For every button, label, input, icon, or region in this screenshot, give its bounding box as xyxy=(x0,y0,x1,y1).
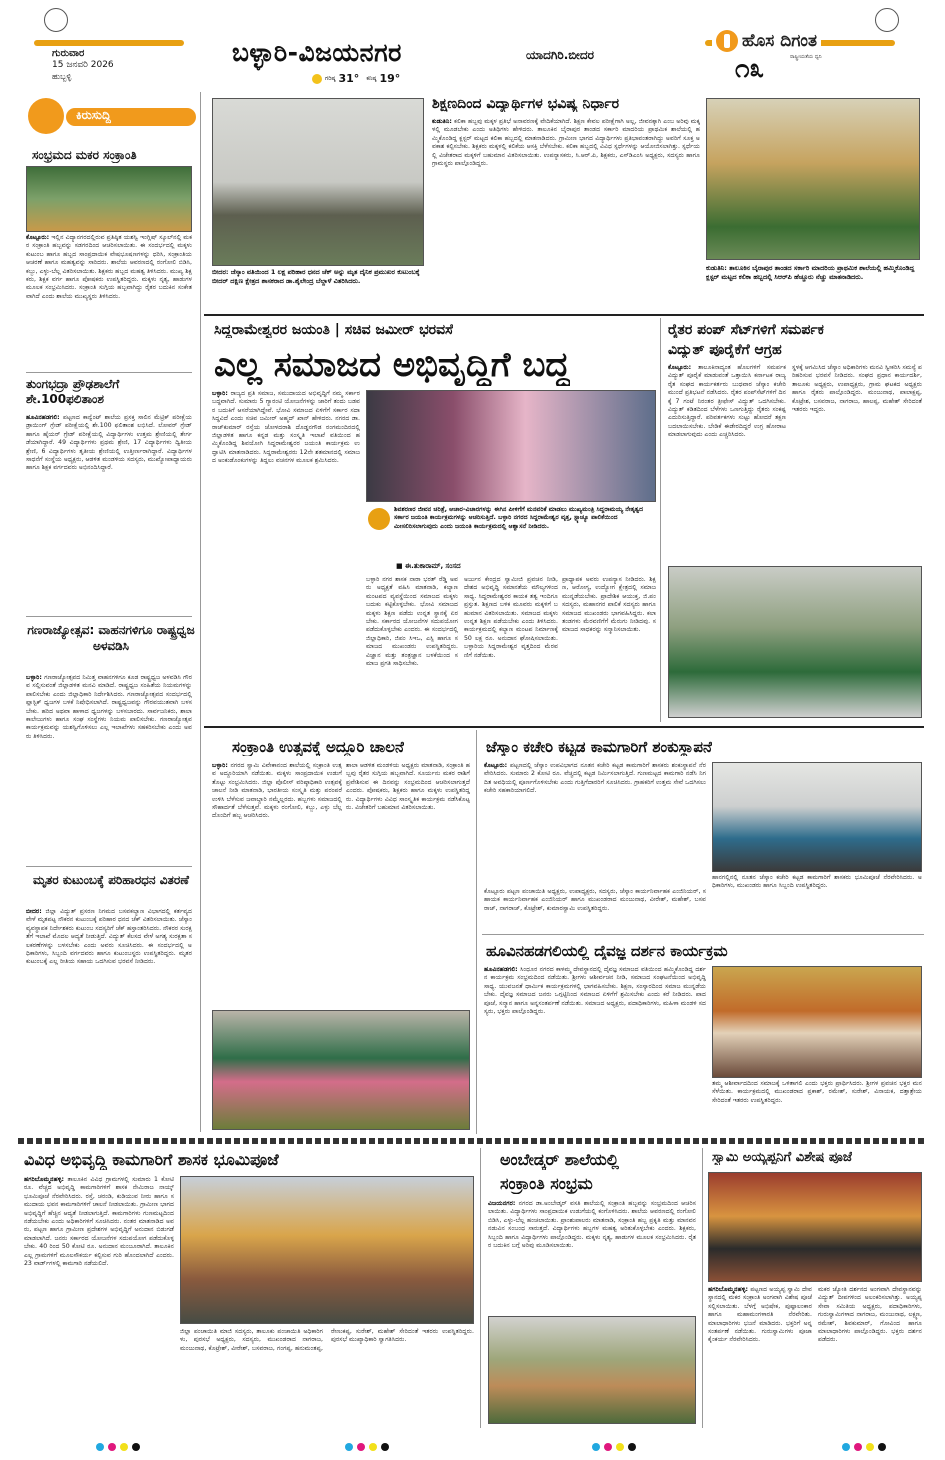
temp-min: 19° xyxy=(379,72,401,85)
lead-body-col1 xyxy=(212,390,360,720)
sankranti-headline: ಸಂಕ್ರಾಂತಿ ಉತ್ಸವಕ್ಕೆ ಅದ್ದೂರಿ ಚಾಲನೆ xyxy=(232,738,404,756)
ambedkar-text: ನಗರದ ಡಾ.ಅಂಬೇಡ್ಕರ್ ವಸತಿ ಶಾಲೆಯಲ್ಲಿ ಸಂಕ್ರಾಂತಿ ಹಬ್ಬವನ್ನು ಸಂಭ್ರಮದಿಂದ ಆಚರಿಸಲಾಯಿತು. ವಿದ್ಯಾರ್ಥಿಗಳು ಸಾಂಪ್ರದಾಯಿಕ ಉಡುಗೆಯಲ್ಲಿ ಕಂಗೊಳಿಸಿದರು. ಶಾಲೆಯ ಆವರಣದಲ್ಲಿ ರಂಗೋಲಿ ಬಿಡಿಸಿ, ಎಳ್ಳು-ಬೆಲ್ಲ ಹಂಚಲಾಯಿತು. ಪ್ರಾಂಶುಪಾಲರು ಮಾತನಾಡಿ, ಸಂಕ್ರಾಂತಿ ಹಬ್ಬ ಪ್ರಕೃತಿ ಮತ್ತು ಮಾನವನ ನಡುವಿನ ಸಂಬಂಧ ಸಾರುತ್ತದೆ. ವಿದ್ಯಾರ್ಥಿಗಳು ಹಬ್ಬಗಳ ಮಹತ್ವ ಅರಿತುಕೊಳ್ಳಬೇಕು ಎಂದರು. ಶಿಕ್ಷಕರು, ಸಿಬ್ಬಂದಿ ಹಾಗೂ ವಿದ್ಯಾರ್ಥಿಗಳು ಪಾಲ್ಗೊಂಡಿದ್ದರು. ಮಕ್ಕಳು ನೃತ್ಯ, ಹಾಡುಗಳ ಮೂಲಕ ಸಂಭ್ರಮಿಸಿದರು. ರೈತರ ಬದುಕಿನ ಬಗ್ಗೆ ಅರಿವು ಮೂಡಿಸಲಾಯಿತು. xyxy=(488,1200,696,1250)
temp-max: 31° xyxy=(338,72,360,85)
hand-logo-icon xyxy=(716,30,738,52)
kirusuddi-label: ಕಿರುಸುದ್ದಿ xyxy=(76,108,111,122)
story3-text: ಗಣರಾಜ್ಯೋತ್ಸವದ ನಿಮಿತ್ತ ವಾಹನಗಳಿಗೂ ಕೂಡ ರಾಷ್ಟ್ರಧ್ವಜ ಅಳವಡಿಸಿ ಗೌರವ ಸಲ್ಲಿಸುವಂತೆ ಜಿಲ್ಲಾಡಳಿತ ಮನವಿ ಮಾಡಿದೆ. ರಾಷ್ಟ್ರಧ್ವಜ ಸಂಹಿತೆಯ ನಿಯಮಗಳನ್ನು ಪಾಲಿಸಬೇಕು ಎಂದು ಜಿಲ್ಲಾಧಿಕಾರಿ ನಿರ್ದೇಶಿಸಿದರು. ಗಣರಾಜ್ಯೋತ್ಸವದ ಸಂದರ್ಭದಲ್ಲಿ ಪ್ಲಾಸ್ಟಿಕ್ ಧ್ವಜಗಳ ಬಳಕೆ ನಿಷೇಧಿಸಲಾಗಿದೆ. ರಾಷ್ಟ್ರಧ್ವಜವನ್ನು ಗೌರವಯುತವಾಗಿ ಬಳಸಬೇಕು. ಹರಿದ ಅಥವಾ ಹಾಳಾದ ಧ್ವಜಗಳನ್ನು ಬಳಸಬಾರದು. ಸಾರ್ವಜನಿಕರು, ಶಾಲಾ ಕಾಲೇಜುಗಳು ಹಾಗೂ ಸಂಘ ಸಂಸ್ಥೆಗಳು ನಿಯಮ ಪಾಲಿಸಬೇಕು. ಗಣರಾಜ್ಯೋತ್ಸವ ಕಾರ್ಯಕ್ರಮವನ್ನು ಯಶಸ್ವಿಗೊಳಿಸಲು ಎಲ್ಲ ಇಲಾಖೆಗಳು ಸಹಕರಿಸಬೇಕು ಎಂದು ಅವರು ತಿಳಿಸಿದರು. xyxy=(26,674,192,740)
edition-title: ಬಳ್ಳಾರಿ-ವಿಜಯನಗರ xyxy=(232,38,402,67)
jescom-body-3 xyxy=(484,888,706,932)
bhoomipuje-text3: ಜಿಲ್ಲಾ ಪಂಚಾಯಿತಿ ಮಾಜಿ ಸದಸ್ಯರು, ತಾಲೂಕು ಪಂಚಾಯಿತಿ ಅಧಿಕಾರಿಗಳು, ಪುರಸಭೆ ಅಧ್ಯಕ್ಷರು, ಸದಸ್ಯರು, ಮುಖಂಡರಾದ ನಾಗರಾಜ, ಮಂಜುನಾಥ, ಕೊಟ್ರೇಶ್, ವೀರೇಶ್, ಬಸವರಾಜ, ಗಂಗಪ್ಪ, ಹನುಮಂತಪ್ಪ, ರೇಣುಕಪ್ಪ, ಸುರೇಶ್, ಮಹೇಶ್ ಸೇರಿದಂತೆ ಇತರರು ಉಪಸ್ಥಿತರಿದ್ದರು. ಪುರಸಭೆ ಮುಖ್ಯಾಧಿಕಾರಿ ಸ್ವಾಗತಿಸಿದರು. xyxy=(180,1328,474,1352)
huvina-body-2 xyxy=(712,1080,922,1130)
lead-text2: ಬಳ್ಳಾರಿ ನಗರ ಶಾಸಕ ನಾರಾ ಭರತ್ ರೆಡ್ಡಿ ಅವರು ಅಧ್ಯಕ್ಷತೆ ವಹಿಸಿ ಮಾತನಾಡಿ, ಕಲ್ಯಾಣ ಮಂಟಪದ ವ್ಯವಸ್ಥೆಯಿಂದ ಸಮಾಜದ ಮಕ್ಕಳು ಬದುಕು ಕಟ್ಟಿಕೊಳ್ಳಬೇಕು. ಭೋವಿ ಸಮಾಜದ ಮಕ್ಕಳು ಶಿಕ್ಷಣ ಪಡೆದು ಉನ್ನತ ಸ್ಥಾನಕ್ಕೆ ಏರಬೇಕು. ಸರ್ಕಾರದ ಯೋಜನೆಗಳ ಸದುಪಯೋಗ ಪಡೆದುಕೊಳ್ಳಬೇಕು ಎಂದರು. ಈ ಸಂದರ್ಭದಲ್ಲಿ ಜಿಲ್ಲಾಧಿಕಾರಿ, ಜಿಪಂ ಸಿಇಒ, ಎಸ್ಪಿ ಹಾಗೂ ಸಮಾಜದ ಮುಖಂಡರು ಉಪಸ್ಥಿತರಿದ್ದರು. ವಿಜ್ಞಾನ ಮತ್ತು ತಂತ್ರಜ್ಞಾನ ಬಳಕೆಯಿಂದ ಸಮಾಜ ಪ್ರಗತಿ ಸಾಧಿಸಬೇಕು. xyxy=(366,576,458,668)
story2-headline: ತುಂಗಭದ್ರಾ ಪ್ರೌಢಶಾಲೆಗೆ ಶೇ.100ಫಲಿತಾಂಶ xyxy=(26,377,120,406)
story1-headline: ಸಂಭ್ರಮದ ಮಕರ ಸಂಕ್ರಾಂತಿ xyxy=(32,148,137,162)
lead-body-col3 xyxy=(464,576,558,720)
story1-dateline: ಕೊಟ್ಟೂರು: xyxy=(26,234,52,241)
huvina-headline: ಹೂವಿನಹಡಗಲಿಯಲ್ಲಿ ದೈವಜ್ಞ ದರ್ಶನ ಕಾರ್ಯಕ್ರಮ xyxy=(486,942,728,960)
lead-kicker: ಸಿದ್ದರಾಮೇಶ್ವರರ ಜಯಂತಿ | ಸಚಿವ ಜಮೀರ್ ಭರವಸೆ xyxy=(214,322,454,338)
huvina-text2: ತಮ್ಮ ಆಶೀರ್ವಾದದಿಂದ ಸಮಾಜಕ್ಕೆ ಒಳಿತಾಗಲಿ ಎಂದು ಭಕ್ತರು ಪ್ರಾರ್ಥಿಸಿದರು. ಶ್ರೀಗಳ ಪ್ರವಚನ ಭಕ್ತರ ಮನ ಸೆಳೆಯಿತು. ಕಾರ್ಯಕ್ರಮದಲ್ಲಿ ಮುಖಂಡರಾದ ಪ್ರಕಾಶ್, ರಮೇಶ್, ಸುರೇಶ್, ವಿನಾಯಕ, ದತ್ತಾತ್ರೇಯ ಸೇರಿದಂತೆ ಇತರರು ಉಪಸ್ಥಿತರಿದ್ದರು. xyxy=(712,1080,922,1104)
education-dateline: ಕುಡುತಿನಿ: xyxy=(432,118,455,125)
story4-dateline: ಬೀದರ: xyxy=(26,908,46,915)
huvina-photo xyxy=(712,966,922,1078)
story4-text: ಜಿಲ್ಲಾ ವಿದ್ಯುತ್ ಪ್ರಸರಣ ನಿಗಮದ ಬಸವಕಲ್ಯಾಣ ವಿಭಾಗದಲ್ಲಿ ಕರ್ತವ್ಯದ ವೇಳೆ ಮೃತಪಟ್ಟ ನೌಕರನ ಕುಟುಂಬಕ್ಕೆ ಪರಿಹಾರ ಧನದ ಚೆಕ್ ವಿತರಿಸಲಾಯಿತು. ಜೆಸ್ಕಾಂ ವ್ಯವಸ್ಥಾಪಕ ನಿರ್ದೇಶಕರು ಕುಟುಂಬ ಸದಸ್ಯರಿಗೆ ಚೆಕ್ ಹಸ್ತಾಂತರಿಸಿದರು. ನೌಕರರ ಸುರಕ್ಷತೆಗೆ ಇಲಾಖೆ ಮೊದಲ ಆದ್ಯತೆ ನೀಡುತ್ತಿದೆ. ವಿದ್ಯುತ್ ಕೆಲಸದ ವೇಳೆ ಅಗತ್ಯ ಸುರಕ್ಷತಾ ಸಲಕರಣೆಗಳನ್ನು ಬಳಸಬೇಕು ಎಂದು ಅವರು ಸೂಚಿಸಿದರು. ಈ ಸಂದರ್ಭದಲ್ಲಿ ಅಧಿಕಾರಿಗಳು, ಸಿಬ್ಬಂದಿ ವರ್ಗದವರು ಹಾಗೂ ಕುಟುಂಬಸ್ಥರು ಉಪಸ್ಥಿತರಿದ್ದರು. ಮೃತರ ಕುಟುಂಬಕ್ಕೆ ಎಲ್ಲ ರೀತಿಯ ಸಹಾಯ ಒದಗಿಸುವ ಭರವಸೆ ನೀಡಿದರು. xyxy=(26,908,192,966)
story1-text: ಇಲ್ಲಿನ ವಿದ್ಯಾನಗರದಲ್ಲಿರುವ ಪ್ರತಿಷ್ಠಿತ ಯಶಸ್ವಿ ಇಂಗ್ಲಿಷ್ ಸ್ಕೂಲ್‌ನಲ್ಲಿ ಮಕರ ಸಂಕ್ರಾಂತಿ ಹಬ್ಬವನ್ನು ಸಡಗರದಿಂದ ಆಚರಿಸಲಾಯಿತು. ಈ ಸಂದರ್ಭದಲ್ಲಿ ಮಕ್ಕಳು ಕುಟುಂಬ ಹಾಗೂ ಹಬ್ಬದ ಸಾಂಪ್ರದಾಯಿಕ ವೇಷಭೂಷಣಗಳನ್ನು ಧರಿಸಿ, ಸಂಕ್ರಾಂತಿಯ ಆಚರಣೆ ಹಾಗೂ ಮಹತ್ವವನ್ನು ಸಾರಿದರು. ಶಾಲೆಯ ಆವರಣದಲ್ಲಿ ರಂಗೋಲಿ ಬಿಡಿಸಿ, ಕಬ್ಬು, ಎಳ್ಳು-ಬೆಲ್ಲ ವಿತರಿಸಲಾಯಿತು. ಶಿಕ್ಷಕರು ಹಬ್ಬದ ಮಹತ್ವ ತಿಳಿಸಿದರು. ಮುಖ್ಯ ಶಿಕ್ಷಕರು, ಶಿಕ್ಷಕ ವರ್ಗ ಹಾಗೂ ಪೋಷಕರು ಉಪಸ್ಥಿತರಿದ್ದರು. ಮಕ್ಕಳು ನೃತ್ಯ, ಹಾಡುಗಳ ಮೂಲಕ ಸಂಭ್ರಮಿಸಿದರು. ಸಂಕ್ರಾಂತಿ ಸುಗ್ಗಿಯ ಹಬ್ಬವಾಗಿದ್ದು ರೈತರ ಬದುಕಿನ ಸಂಕೇತವಾಗಿದೆ ಎಂದು ಶಾಲೆಯ ಮುಖ್ಯಸ್ಥರು ತಿಳಿಸಿದರು. xyxy=(26,234,192,300)
huvina-dateline: ಹೂವಿನಹಡಗಲಿ: xyxy=(484,966,521,973)
registration-dots xyxy=(345,1436,393,1455)
lead-dateline: ಬಳ್ಳಾರಿ: xyxy=(212,390,231,397)
lead-body-col4 xyxy=(562,576,656,720)
ambedkar-dateline: ವಿಜಯನಗರ: xyxy=(488,1200,519,1207)
jescom-photo-caption: ಹಾನಗಲ್ಲಿನಲ್ಲಿ ನೂತನ ಜೆಸ್ಕಾಂ ಕಚೇರಿ ಕಟ್ಟಡ ಕಾಮಗಾರಿಗೆ ಶಾಸಕರು ಭೂಮಿಪೂಜೆ ನೆರವೇರಿಸಿದರು. ಅಧಿಕಾರಿಗಳು, ಮುಖಂಡರು ಹಾಗೂ ಸಿಬ್ಬಂದಿ ಉಪಸ್ಥಿತರಿದ್ದರು. xyxy=(712,874,922,890)
sankranti-body-col2 xyxy=(346,762,470,1010)
lead-body-col2 xyxy=(366,576,458,720)
quote-mark-icon xyxy=(368,508,390,530)
registration-mark-icon xyxy=(875,8,899,32)
top-photo xyxy=(212,98,424,266)
sankranti-body-col1 xyxy=(212,762,342,890)
lead-text3: ಅರ್ಜುನ ಕೇಂದ್ರದ ಸ್ವಾಮೀಜಿ ಪ್ರವಚನ ನೀಡಿ, ದೇಶದ ಅಭಿವೃದ್ಧಿ ಸಮಾನತೆಯ ಮೌಲ್ಯಗಳಿಂದ ಸಾಧ್ಯ. ಸಿದ್ದರಾಮೇಶ್ವರರ ಕಾಯಕ ತತ್ವ ಇಂದಿಗೂ ಪ್ರಸ್ತುತ. ಶಿಕ್ಷಣದ ಬಳಿಕ ಮೂವರು ಮಕ್ಕಳಿಗೆ ಬಹುಮಾನ ವಿತರಿಸಲಾಯಿತು. ಸಮಾಜದ ಮಕ್ಕಳು ಉನ್ನತ ಶಿಕ್ಷಣ ಪಡೆಯಬೇಕು ಎಂದು ತಿಳಿಸಿದರು. ಕಾರ್ಯಕ್ರಮದಲ್ಲಿ ಕಲ್ಯಾಣ ಮಂಟಪ ನಿರ್ಮಾಣಕ್ಕೆ 50 ಲಕ್ಷ ರೂ. ಅನುದಾನ ಘೋಷಿಸಲಾಯಿತು. ಬಳ್ಳಾರಿಯ ಸಿದ್ದರಾಮೇಶ್ವರ ವೃತ್ತದಿಂದ ಮೆರವಣಿಗೆ ನಡೆಯಿತು. xyxy=(464,576,558,659)
registration-dots xyxy=(842,1436,890,1455)
date-label: 15 ಜನವರಿ 2026 xyxy=(52,60,114,70)
hand-logo-icon xyxy=(28,98,64,134)
education-headline: ಶಿಕ್ಷಣದಿಂದ ವಿದ್ಯಾರ್ಥಿಗಳ ಭವಿಷ್ಯ ನಿರ್ಧಾರ xyxy=(432,96,619,112)
jescom-photo xyxy=(712,762,922,872)
ambedkar-photo xyxy=(488,1316,696,1424)
story1-photo xyxy=(26,166,192,232)
pumpset-text: ತಾಲೂಕಿನಾದ್ಯಂತ ಹೊಲಗಳಿಗೆ ಸಮರ್ಪಕ ವಿದ್ಯುತ್ ಪೂರೈಕೆ ಮಾಡುವಂತೆ ಒತ್ತಾಯಿಸಿ ಕರ್ನಾಟಕ ರಾಜ್ಯ ರೈತ ಸಂಘದ ಕಾರ್ಯಕರ್ತರು ಬುಧವಾರ ಜೆಸ್ಕಾಂ ಕಚೇರಿ ಮುಂದೆ ಪ್ರತಿಭಟನೆ ನಡೆಸಿದರು. ರೈತರ ಪಂಪ್‌ಸೆಟ್‌ಗಳಿಗೆ ದಿನಕ್ಕೆ 7 ಗಂಟೆ ನಿರಂತರ ತ್ರೀಫೇಸ್ ವಿದ್ಯುತ್ ಒದಗಿಸಬೇಕು. ವಿದ್ಯುತ್ ಕಡಿತದಿಂದ ಬೆಳೆಗಳು ಒಣಗುತ್ತಿದ್ದು ರೈತರು ಸಂಕಷ್ಟ ಎದುರಿಸುತ್ತಿದ್ದಾರೆ. ಪರಿವರ್ತಕಗಳು ಸುಟ್ಟು ಹೋದರೆ ತಕ್ಷಣ ಬದಲಾಯಿಸಬೇಕು. ಬೇಡಿಕೆ ಈಡೇರದಿದ್ದರೆ ಉಗ್ರ ಹೋರಾಟ ಮಾಡಲಾಗುವುದು ಎಂದು ಎಚ್ಚರಿಸಿದರು. xyxy=(668,364,786,439)
right-top-photo-caption: ಕುಡುತಿನಿ: ತಾಲೂಕಿನ ಬೈರಾಪುರ ತಾಂಡದ ಸರ್ಕಾರಿ ಮಾದರಿಯ ಪ್ರಾಥಮಿಕ ಶಾಲೆಯಲ್ಲಿ ಹಮ್ಮಿಕೊಂಡಿದ್ದ ಕ್ಲಸ್ಟರ್ ಮಟ್ಟದ ಕಲಿಕಾ ಹಬ್ಬದಲ್ಲಿ ಸಿಆರ್‌ಪಿ ಹೆಚ್ಚೂರು ನೆಚ್ಚು ಮಾತನಾಡಿದರು. xyxy=(706,264,915,281)
ayyappa-photo xyxy=(708,1172,922,1282)
kirusuddi-badge-bar xyxy=(18,98,196,134)
story4-headline: ಮೃತರ ಕುಟುಂಬಕ್ಕೆ ಪರಿಹಾರಧನ ವಿತರಣೆ xyxy=(33,873,189,887)
jescom-text2: ಕೊಟ್ಟೂರು ಪಟ್ಟಣ ಪಂಚಾಯಿತಿ ಅಧ್ಯಕ್ಷರು, ಉಪಾಧ್ಯಕ್ಷರು, ಸದಸ್ಯರು, ಜೆಸ್ಕಾಂ ಕಾರ್ಯನಿರ್ವಾಹಕ ಎಂಜಿನಿಯರ್, ಸಹಾಯಕ ಕಾರ್ಯನಿರ್ವಾಹಕ ಎಂಜಿನಿಯರ್ ಹಾಗೂ ಮುಖಂಡರಾದ ಮಂಜುನಾಥ, ವೀರೇಶ್, ಮಹೇಶ್, ಬಸವರಾಜ್, ನಾಗರಾಜ್, ಕೊಟ್ರೇಶ್, ಕುಮಾರಸ್ವಾಮಿ ಉಪಸ್ಥಿತರಿದ್ದರು. xyxy=(484,888,706,912)
sankranti-text1: ನಗರದ ಸ್ವಾಮಿ ವಿವೇಕಾನಂದ ಶಾಲೆಯಲ್ಲಿ ಸಂಕ್ರಾಂತಿ ಉತ್ಸವ ಅದ್ದೂರಿಯಾಗಿ ನಡೆಯಿತು. ಮಕ್ಕಳು ಸಾಂಪ್ರದಾಯಿಕ ಉಡುಗೆ ತೊಟ್ಟು ಸಂಭ್ರಮಿಸಿದರು. ಜಿಲ್ಲಾ ಪೊಲೀಸ್ ವರಿಷ್ಠಾಧಿಕಾರಿ ಉತ್ಸವಕ್ಕೆ ಚಾಲನೆ ನೀಡಿ ಮಾತನಾಡಿ, ಭಾರತೀಯ ಸಂಸ್ಕೃತಿ ಮತ್ತು ಪರಂಪರೆ ಉಳಿಸಿ ಬೆಳೆಸುವ ಜವಾಬ್ದಾರಿ ನಮ್ಮೆಲ್ಲರದು. ಹಬ್ಬಗಳು ಸಮಾಜದಲ್ಲಿ ಸೌಹಾರ್ದತೆ ಬೆಳೆಸುತ್ತವೆ. ಮಕ್ಕಳು ರಂಗೋಲಿ, ಕಬ್ಬು, ಎಳ್ಳು ಬೆಲ್ಲದೊಂದಿಗೆ ಹಬ್ಬ ಆಚರಿಸಿದರು. xyxy=(212,762,342,820)
right-top-photo xyxy=(706,98,920,260)
story4-body xyxy=(26,908,192,1152)
weather-box xyxy=(312,72,400,85)
ayyappa-headline: ಸ್ವಾಮಿ ಅಯ್ಯಪ್ಪನಿಗೆ ವಿಶೇಷ ಪೂಜೆ xyxy=(712,1150,853,1165)
bhoomipuje-dateline: ಹಗರಿಬೊಮ್ಮನಹಳ್ಳಿ: xyxy=(24,1176,68,1183)
pumpset-text2: ಸ್ಥಳಕ್ಕೆ ಆಗಮಿಸಿದ ಜೆಸ್ಕಾಂ ಅಧಿಕಾರಿಗಳು ಮನವಿ ಸ್ವೀಕರಿಸಿ ಸಮಸ್ಯೆ ಪರಿಹರಿಸುವ ಭರವಸೆ ನೀಡಿದರು. ಸಂಘದ ಪ್ರಧಾನ ಕಾರ್ಯದರ್ಶಿ, ತಾಲೂಕು ಅಧ್ಯಕ್ಷರು, ಉಪಾಧ್ಯಕ್ಷರು, ಗ್ರಾಮ ಘಟಕದ ಅಧ್ಯಕ್ಷರು ಹಾಗೂ ರೈತರು ಪಾಲ್ಗೊಂಡಿದ್ದರು. ಮಂಜುನಾಥ, ಪಾಲಾಕ್ಷಪ್ಪ, ಕೊಟ್ರೇಶ, ಬಸವರಾಜ, ನಾಗರಾಜ, ಹಾಲಪ್ಪ, ಮಹೇಶ್ ಸೇರಿದಂತೆ ಇತರರು ಇದ್ದರು. xyxy=(792,364,922,414)
pumpset-headline-2: ವಿದ್ಯುತ್ ಪೂರೈಕೆಗೆ ಆಗ್ರಹ xyxy=(668,342,782,358)
story2-dateline: ಹೂವಿನಹಡಗಲಿ: xyxy=(26,414,63,421)
bhoomipuje-photo xyxy=(180,1176,474,1324)
registration-mark-icon xyxy=(44,8,68,32)
weather-sun-icon xyxy=(312,74,322,84)
paper-tagline: ರಾಷ್ಟ್ರೀಯತೆಯ ಧ್ವನಿ xyxy=(790,54,822,60)
ayyappa-dateline: ಹಗರಿಬೊಮ್ಮನಹಳ್ಳಿ: xyxy=(708,1286,751,1293)
bhoomipuje-headline: ವಿವಿಧ ಅಭಿವೃದ್ಧಿ ಕಾಮಗಾರಿಗೆ ಶಾಸಕ ಭೂಮಿಪೂಜೆ xyxy=(24,1150,279,1169)
lead-text4: ಪ್ರಾಧ್ಯಾಪಕ ಅವರು ಉಪನ್ಯಾಸ ನೀಡಿದರು. ಶಿಕ್ಷಣ, ಆರೋಗ್ಯ, ಉದ್ಯೋಗ ಕ್ಷೇತ್ರದಲ್ಲಿ ಸಮಾಜ ಮುನ್ನಡೆಯಬೇಕು. ಪ್ರಾದೇಶಿಕ ಆಯುಕ್ತ, ಜಿ.ಪಂ ಸದಸ್ಯರು, ಮಹಾನಗರ ಪಾಲಿಕೆ ಸದಸ್ಯರು ಹಾಗೂ ಸಮಾಜದ ಮುಖಂಡರು ಭಾಗವಹಿಸಿದ್ದರು. ಕಲಾ ತಂಡಗಳು ಮೆರವಣಿಗೆಗೆ ಮೆರುಗು ನೀಡಿದವು. ಸಮಾಜದ ಸಾಧಕರನ್ನು ಸನ್ಮಾನಿಸಲಾಯಿತು. xyxy=(562,576,656,634)
jescom-body-2 xyxy=(712,874,922,932)
top-photo-caption: ಬೀದರ: ಜೆಸ್ಕಾಂ ವತಿಯಿಂದ 1 ಲಕ್ಷ ಪರಿಹಾರ ಧನದ ಚೆಕ್ ಅನ್ನು ಮೃತ ದೈನಿಕ ಪ್ರಮುಖರ ಕುಟುಂಬಕ್ಕೆ ಬೀದರ್ ದಕ್ಷಿಣ ಕ್ಷೇತ್ರದ ಶಾಸಕರಾದ ಡಾ.ಶೈಲೇಂದ್ರ ಬೆಲ್ದಾಳೆ ವಿತರಿಸಿದರು. xyxy=(212,268,420,285)
lead-photo xyxy=(366,390,656,502)
temp-max-label: ಗರಿಷ್ಠ xyxy=(325,74,336,82)
story2-text: ಪಟ್ಟಣದ ಕಾನ್ವೆಂಟ್ ಶಾಲೆಯ ಪ್ರಸಕ್ತ ಸಾಲಿನ ಮೆಟ್ರಿಕ್ ಪರೀಕ್ಷೆಯ ಡ್ರಾಯಿಂಗ್ ಗ್ರೇಡ್ ಪರೀಕ್ಷೆಯಲ್ಲಿ ಶೇ.100 ಫಲಿತಾಂಶ ಲಭಿಸಿದೆ. ಲೋವರ್ ಗ್ರೇಡ್ ಹಾಗೂ ಹೈಯರ್ ಗ್ರೇಡ್ ಪರೀಕ್ಷೆಯಲ್ಲಿ ವಿದ್ಯಾರ್ಥಿಗಳು ಉತ್ತಮ ಶ್ರೇಣಿಯಲ್ಲಿ ತೇರ್ಗಡೆಯಾಗಿದ್ದಾರೆ. 49 ವಿದ್ಯಾರ್ಥಿಗಳು ಪ್ರಥಮ ಶ್ರೇಣಿ, 17 ವಿದ್ಯಾರ್ಥಿಗಳು ದ್ವಿತೀಯ ಶ್ರೇಣಿ, 6 ವಿದ್ಯಾರ್ಥಿಗಳು ತೃತೀಯ ಶ್ರೇಣಿಯಲ್ಲಿ ಉತ್ತೀರ್ಣರಾಗಿದ್ದಾರೆ. ವಿದ್ಯಾರ್ಥಿಗಳ ಸಾಧನೆಗೆ ಸಂಸ್ಥೆಯ ಅಧ್ಯಕ್ಷರು, ಆಡಳಿತ ಮಂಡಳಿಯ ಸದಸ್ಯರು, ಮುಖ್ಯೋಪಾಧ್ಯಾಯರು ಹಾಗೂ ಶಿಕ್ಷಕ ವರ್ಗದವರು ಅಭಿನಂದಿಸಿದ್ದಾರೆ. xyxy=(26,414,192,472)
pumpset-headline-1: ರೈತರ ಪಂಪ್ ಸೆಟ್‌ಗಳಿಗೆ ಸಮರ್ಪಕ xyxy=(668,322,824,338)
header-left-bar xyxy=(34,40,184,46)
day-label: ಗುರುವಾರ xyxy=(52,48,85,59)
lead-text1: ರಾಜ್ಯದ ಪ್ರತಿ ಸಮಾಜ, ಸಮುದಾಯದ ಅಭಿವೃದ್ಧಿಗೆ ನಮ್ಮ ಸರ್ಕಾರ ಬದ್ಧವಾಗಿದೆ. ಸುಮಾರು 5 ಗ್ಯಾರಂಟಿ ಯೋಜನೆಗಳನ್ನು ಜಾರಿಗೆ ತಂದು ಬಡವರ ಬದುಕಿಗೆ ಆಸರೆಯಾಗಿದ್ದೇವೆ. ಭೋವಿ ಸಮಾಜದ ಏಳಿಗೆಗೆ ಸರ್ಕಾರ ಸದಾ ಸಿದ್ಧವಿದೆ ಎಂದು ಸಚಿವ ಜಮೀರ್ ಅಹ್ಮದ್ ಖಾನ್ ಹೇಳಿದರು. ನಗರದ ಡಾ.ರಾಜ್‌ಕುಮಾರ್ ರಸ್ತೆಯ ಜೋಳದರಾಶಿ ದೊಡ್ಡನಗೌಡ ರಂಗಮಂದಿರದಲ್ಲಿ ಜಿಲ್ಲಾಡಳಿತ ಹಾಗೂ ಕನ್ನಡ ಮತ್ತು ಸಂಸ್ಕೃತಿ ಇಲಾಖೆ ವತಿಯಿಂದ ಹಮ್ಮಿಕೊಂಡಿದ್ದ ಶಿವಯೋಗಿ ಸಿದ್ದರಾಮೇಶ್ವರರ ಜಯಂತಿ ಕಾರ್ಯಕ್ರಮ ಉದ್ಘಾಟಿಸಿ ಮಾತನಾಡಿದರು. ಸಿದ್ದರಾಮೇಶ್ವರರು 12ನೇ ಶತಮಾನದಲ್ಲಿ ಸಮಾಜದ ಅಂಕುಡೊಂಕುಗಳನ್ನು ತಿದ್ದಲು ವಚನಗಳ ಮೂಲಕ ಶ್ರಮಿಸಿದರು. xyxy=(212,390,360,465)
huvina-text: ಸಿಂಧೂರ ನಗರದ ಕಾಳಮ್ಮ ದೇವಸ್ಥಾನದಲ್ಲಿ ದೈವಜ್ಞ ಸಮಾಜದ ವತಿಯಿಂದ ಹಮ್ಮಿಕೊಂಡಿದ್ದ ದರ್ಶನ ಕಾರ್ಯಕ್ರಮ ಸಂಭ್ರಮದಿಂದ ನಡೆಯಿತು. ಶ್ರೀಗಳು ಆಶೀರ್ವಚನ ನೀಡಿ, ಸಮಾಜದ ಸಂಘಟನೆಯಿಂದ ಅಭಿವೃದ್ಧಿ ಸಾಧ್ಯ. ಯುವಜನತೆ ಧಾರ್ಮಿಕ ಕಾರ್ಯಕ್ರಮಗಳಲ್ಲಿ ಭಾಗವಹಿಸಬೇಕು. ಶಿಕ್ಷಣ, ಸಂಸ್ಕಾರದಿಂದ ಸಮಾಜ ಮುನ್ನಡೆಯಬೇಕು. ದೈವಜ್ಞ ಸಮಾಜದ ಜನರು ಒಗ್ಗಟ್ಟಿನಿಂದ ಸಮಾಜದ ಏಳಿಗೆಗೆ ಶ್ರಮಿಸಬೇಕು ಎಂದು ಕರೆ ನೀಡಿದರು. ಪಾದಪೂಜೆ, ಸನ್ಮಾನ ಹಾಗೂ ಅನ್ನಸಂತರ್ಪಣೆ ನಡೆಯಿತು. ಸಮಾಜದ ಅಧ್ಯಕ್ಷರು, ಪದಾಧಿಕಾರಿಗಳು, ಮಹಿಳಾ ಮಂಡಳಿ ಸದಸ್ಯರು, ಭಕ್ತರು ಪಾಲ್ಗೊಂಡಿದ್ದರು. xyxy=(484,966,706,1016)
quote-byline: ■ ಈ.ತುಕಾರಾಮ್, ಸಂಸದ xyxy=(396,562,461,570)
edition-subtitle: ಯಾದಗಿರಿ.ಬೀದರ xyxy=(526,48,594,62)
pumpset-body-col2 xyxy=(792,364,922,560)
ayyappa-text2: ಮಕರ ಜ್ಯೋತಿ ದರ್ಶನದ ಅಂಗವಾಗಿ ದೇವಸ್ಥಾನವನ್ನು ವಿದ್ಯುತ್ ದೀಪಗಳಿಂದ ಅಲಂಕರಿಸಲಾಗಿತ್ತು. ಅಯ್ಯಪ್ಪ ಸೇವಾ ಸಮಿತಿಯ ಅಧ್ಯಕ್ಷರು, ಪದಾಧಿಕಾರಿಗಳು, ಗುರುಸ್ವಾಮಿಗಳಾದ ನಾಗರಾಜ, ಮಂಜುನಾಥ, ಲಕ್ಷ್ಮಣ, ರಮೇಶ್, ಶಿವಕುಮಾರ್, ಗೋವಿಂದ ಹಾಗೂ ಮಾಲಾಧಾರಿಗಳು ಪಾಲ್ಗೊಂಡಿದ್ದರು. ಭಕ್ತರು ದರ್ಶನ ಪಡೆದರು. xyxy=(818,1286,922,1344)
registration-dots xyxy=(96,1436,144,1455)
city-label: ಹುಬ್ಬಳ್ಳಿ xyxy=(52,72,72,81)
ambedkar-body xyxy=(488,1200,696,1312)
masthead xyxy=(0,0,945,90)
bottom-rule xyxy=(18,1138,924,1144)
story3-body xyxy=(26,674,192,862)
paper-logo xyxy=(712,30,821,52)
jescom-dateline: ಕೊಟ್ಟೂರು: xyxy=(484,762,511,769)
jescom-body xyxy=(484,762,706,886)
ayyappa-text: ಪಟ್ಟಣದ ಅಯ್ಯಪ್ಪ ಸ್ವಾಮಿ ದೇವಸ್ಥಾನದಲ್ಲಿ ಮಕರ ಸಂಕ್ರಾಂತಿ ಅಂಗವಾಗಿ ವಿಶೇಷ ಪೂಜೆ ಸಲ್ಲಿಸಲಾಯಿತು. ಬೆಳಗ್ಗೆ ಅಭಿಷೇಕ, ಪುಷ್ಪಾಲಂಕಾರ ಹಾಗೂ ಮಹಾಮಂಗಳಾರತಿ ನೆರವೇರಿತು. ಮಾಲಾಧಾರಿಗಳು ಭಜನೆ ಮಾಡಿದರು. ಭಕ್ತರಿಗೆ ಅನ್ನಸಂತರ್ಪಣೆ ನಡೆಯಿತು. ಗುರುಸ್ವಾಮಿಗಳು ಪೂಜಾ ಕೈಂಕರ್ಯ ನೆರವೇರಿಸಿದರು. xyxy=(708,1286,812,1344)
temp-min-label: ಕನಿಷ್ಠ xyxy=(366,74,377,82)
huvina-body xyxy=(484,966,706,1130)
pumpset-body-col1 xyxy=(668,364,786,560)
ayyappa-body-col2 xyxy=(818,1286,922,1424)
jescom-headline: ಜೆಸ್ಕಾಂ ಕಚೇರಿ ಕಟ್ಟಡ ಕಾಮಗಾರಿಗೆ ಶಂಕುಸ್ಥಾಪನೆ xyxy=(486,738,712,756)
page-number: ೧೩ xyxy=(735,54,765,84)
ayyappa-body-col1 xyxy=(708,1286,812,1424)
paper-name: ಹೊಸ ದಿಗಂತ xyxy=(742,31,817,51)
pumpset-photo xyxy=(668,566,922,718)
ambedkar-headline-2: ಸಂಕ್ರಾಂತಿ ಸಂಭ್ರಮ xyxy=(500,1174,593,1193)
ambedkar-headline-1: ಅಂಬೇಡ್ಕರ್ ಶಾಲೆಯಲ್ಲಿ xyxy=(500,1150,619,1169)
education-text: ಕಲಿಕಾ ಹಬ್ಬವು ಮಕ್ಕಳ ಪ್ರತಿಭೆ ಅನಾವರಣಕ್ಕೆ ವೇದಿಕೆಯಾಗಿದೆ. ಶಿಕ್ಷಣ ಕೇವಲ ಪರೀಕ್ಷೆಗಾಗಿ ಅಲ್ಲ, ಜೀವನಕ್ಕಾಗಿ ಎಂಬ ಅರಿವು ಮಕ್ಕಳಲ್ಲಿ ಮೂಡಬೇಕು ಎಂದು ಅತಿಥಿಗಳು ಹೇಳಿದರು. ತಾಲೂಕಿನ ಬೈರಾಪುರ ತಾಂಡದ ಸರ್ಕಾರಿ ಮಾದರಿಯ ಪ್ರಾಥಮಿಕ ಶಾಲೆಯಲ್ಲಿ ಹಮ್ಮಿಕೊಂಡಿದ್ದ ಕ್ಲಸ್ಟರ್ ಮಟ್ಟದ ಕಲಿಕಾ ಹಬ್ಬದಲ್ಲಿ ಮಾತನಾಡಿದರು. ಗ್ರಾಮೀಣ ಭಾಗದ ವಿದ್ಯಾರ್ಥಿಗಳು ಪ್ರತಿಭಾವಂತರಾಗಿದ್ದು ಅವರಿಗೆ ಸೂಕ್ತ ಅವಕಾಶ ಕಲ್ಪಿಸಬೇಕು. ಶಿಕ್ಷಕರು ಮಕ್ಕಳಲ್ಲಿ ಕಲಿಕೆಯ ಆಸಕ್ತಿ ಬೆಳೆಸಬೇಕು. ಕಲಿಕಾ ಹಬ್ಬದಲ್ಲಿ ವಿವಿಧ ಸ್ಪರ್ಧೆಗಳನ್ನು ಆಯೋಜಿಸಲಾಗಿತ್ತು. ಸ್ಪರ್ಧೆಯಲ್ಲಿ ವಿಜೇತರಾದ ಮಕ್ಕಳಿಗೆ ಬಹುಮಾನ ವಿತರಿಸಲಾಯಿತು. ಉಪನ್ಯಾಸಕರು, ಸಿ.ಆರ್.ಪಿ, ಶಿಕ್ಷಕರು, ಎಸ್‌ಡಿಎಂಸಿ ಅಧ್ಯಕ್ಷರು, ಸದಸ್ಯರು ಹಾಗೂ ಗ್ರಾಮಸ್ಥರು ಪಾಲ್ಗೊಂಡಿದ್ದರು. xyxy=(432,118,700,168)
story3-headline: ಗಣರಾಜ್ಯೋತ್ಸವ: ವಾಹನಗಳಿಗೂ ರಾಷ್ಟ್ರಧ್ವಜ ಅಳವಡಿಸಿ xyxy=(27,623,195,653)
story2-body xyxy=(26,414,192,640)
bhoomipuje-body-col2 xyxy=(180,1328,474,1424)
registration-dots xyxy=(592,1436,640,1455)
lead-headline: ಎಲ್ಲ ಸಮಾಜದ ಅಭಿವೃದ್ಧಿಗೆ ಬದ್ಧ xyxy=(214,345,571,385)
sankranti-text2: ಶಾಲಾ ಆಡಳಿತ ಮಂಡಳಿಯ ಅಧ್ಯಕ್ಷರು ಮಾತನಾಡಿ, ಸಂಕ್ರಾಂತಿ ಹಬ್ಬವು ರೈತರ ಸುಗ್ಗಿಯ ಹಬ್ಬವಾಗಿದೆ. ಸೂರ್ಯನು ಮಕರ ರಾಶಿಗೆ ಪ್ರವೇಶಿಸುವ ಈ ದಿನವನ್ನು ಸಂಭ್ರಮದಿಂದ ಆಚರಿಸಲಾಗುತ್ತದೆ ಎಂದರು. ಪೋಷಕರು, ಶಿಕ್ಷಕರು ಹಾಗೂ ಮಕ್ಕಳು ಉಪಸ್ಥಿತರಿದ್ದರು. ವಿದ್ಯಾರ್ಥಿಗಳು ವಿವಿಧ ಸಾಂಸ್ಕೃತಿಕ ಕಾರ್ಯಕ್ರಮ ನಡೆಸಿಕೊಟ್ಟರು. ವಿಜೇತರಿಗೆ ಬಹುಮಾನ ವಿತರಿಸಲಾಯಿತು. xyxy=(346,762,470,812)
bhoomipuje-body-col1 xyxy=(24,1176,174,1424)
sankranti-dateline: ಬಳ್ಳಾರಿ: xyxy=(212,762,231,769)
bhoomipuje-text: ತಾಲೂಕಿನ ವಿವಿಧ ಗ್ರಾಮಗಳಲ್ಲಿ ಸುಮಾರು 1 ಕೋಟಿ ರೂ. ವೆಚ್ಚದ ಅಭಿವೃದ್ಧಿ ಕಾಮಗಾರಿಗಳಿಗೆ ಶಾಸಕ ನೇಮಿರಾಜ ನಾಯ್ಕ್ ಭೂಮಿಪೂಜೆ ನೆರವೇರಿಸಿದರು. ರಸ್ತೆ, ಚರಂಡಿ, ಕುಡಿಯುವ ನೀರು ಹಾಗೂ ಸಮುದಾಯ ಭವನ ಕಾಮಗಾರಿಗಳಿಗೆ ಚಾಲನೆ ನೀಡಲಾಯಿತು. ಗ್ರಾಮೀಣ ಭಾಗದ ಅಭಿವೃದ್ಧಿಗೆ ಹೆಚ್ಚಿನ ಆದ್ಯತೆ ನೀಡಲಾಗುತ್ತಿದೆ. ಕಾಮಗಾರಿಗಳು ಗುಣಮಟ್ಟದಿಂದ ನಡೆಯಬೇಕು ಎಂದು ಅಧಿಕಾರಿಗಳಿಗೆ ಸೂಚಿಸಿದರು. xyxy=(24,1176,174,1226)
pumpset-dateline: ಕೊಟ್ಟೂರು: xyxy=(668,364,698,371)
education-body xyxy=(432,118,700,308)
lead-photo-caption: ಶಿವಶರಣರ ಜೀವನ ಚರಿತ್ರೆ, ಆಚಾರ-ವಿಚಾರಗಳನ್ನು ಈಗಿನ ಪೀಳಿಗೆಗೆ ಮನವರಿಕೆ ಮಾಡಲು ಮುಖ್ಯಮಂತ್ರಿ ಸಿದ್ದರಾಮಯ್ಯ ನೇತೃತ್ವದ ಸರ್ಕಾರ ಜಯಂತಿ ಕಾರ್ಯಕ್ರಮಗಳನ್ನು ಆಚರಿಸುತ್ತಿದೆ. ಬಳ್ಳಾರಿ ನಗರದ ಸಿದ್ದರಾಮೇಶ್ವರ ವೃತ್ತ, ಸ್ಟ್ಯಾಚ್ಯೂ ಪಾಲಿಕೆಯಿಂದ ಮೀಸಲಿರಿಸಲಾಗುವುದು ಎಂದು ಜಯಂತಿ ಕಾರ್ಯಕ್ರಮದಲ್ಲಿ ಆಶ್ವಾಸನೆ ನೀಡಿದರು. xyxy=(394,506,644,530)
sankranti-photo xyxy=(212,1010,470,1130)
jescom-text: ಪಟ್ಟಣದಲ್ಲಿ ಜೆಸ್ಕಾಂ ಉಪವಿಭಾಗದ ನೂತನ ಕಚೇರಿ ಕಟ್ಟಡ ಕಾಮಗಾರಿಗೆ ಶಾಸಕರು ಶಂಕುಸ್ಥಾಪನೆ ನೆರವೇರಿಸಿದರು. ಸುಮಾರು 2 ಕೋಟಿ ರೂ. ವೆಚ್ಚದಲ್ಲಿ ಕಟ್ಟಡ ನಿರ್ಮಿಸಲಾಗುತ್ತಿದೆ. ಗುಣಮಟ್ಟದ ಕಾಮಗಾರಿ ನಡೆಸಿ ನಿಗದಿತ ಅವಧಿಯಲ್ಲಿ ಪೂರ್ಣಗೊಳಿಸಬೇಕು ಎಂದು ಗುತ್ತಿಗೆದಾರರಿಗೆ ಸೂಚಿಸಿದರು. ಗ್ರಾಹಕರಿಗೆ ಉತ್ತಮ ಸೇವೆ ಒದಗಿಸಲು ಕಚೇರಿ ಸಹಕಾರಿಯಾಗಲಿದೆ. xyxy=(484,762,706,795)
bhoomipuje-text2: ನಂತರ ಮಾತನಾಡಿದ ಅವರು, ಪಟ್ಟಣ ಹಾಗೂ ಗ್ರಾಮೀಣ ಪ್ರದೇಶಗಳ ಅಭಿವೃದ್ಧಿಗೆ ಅನುದಾನ ಬಿಡುಗಡೆ ಮಾಡಲಾಗಿದೆ. ಜನರು ಸರ್ಕಾರದ ಯೋಜನೆಗಳ ಸದುಪಯೋಗ ಪಡೆದುಕೊಳ್ಳಬೇಕು. 40 ರಿಂದ 50 ಕೋಟಿ ರೂ. ಅನುದಾನ ಮಂಜೂರಾಗಿದೆ. ತಾಲೂಕಿನ ಎಲ್ಲ ಗ್ರಾಮಗಳಿಗೆ ಮೂಲಸೌಕರ್ಯ ಕಲ್ಪಿಸುವ ಗುರಿ ಹೊಂದಲಾಗಿದೆ ಎಂದರು. 23 ವಾರ್ಡ್‌ಗಳಲ್ಲಿ ಕಾಮಗಾರಿ ನಡೆಯಲಿದೆ. xyxy=(24,1218,174,1268)
story1-body xyxy=(26,234,192,366)
story3-dateline: ಬಳ್ಳಾರಿ: xyxy=(26,674,45,681)
